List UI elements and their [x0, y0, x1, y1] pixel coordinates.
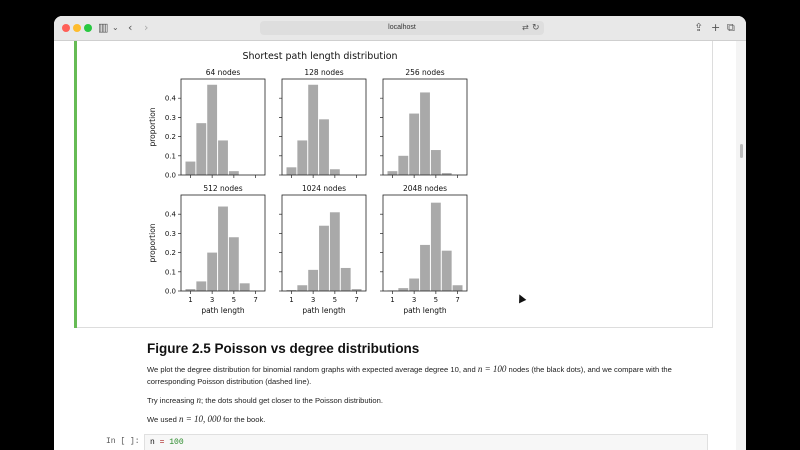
panel-1: [148, 68, 265, 180]
x-tick-label: 3: [209, 296, 215, 304]
bar: [420, 245, 430, 291]
panel-title: 1024 nodes: [301, 184, 347, 193]
math-n: n: [196, 395, 202, 405]
sidebar-icon[interactable]: ▥: [98, 21, 109, 34]
bar: [297, 285, 307, 291]
bar: [453, 285, 463, 291]
code-var: n: [150, 438, 155, 447]
bar: [431, 203, 441, 291]
panel-5: [279, 184, 366, 315]
bar: [229, 171, 239, 175]
figure-heading: Figure 2.5 Poisson vs degree distributions: [147, 341, 420, 356]
x-tick-label: 7: [455, 296, 460, 304]
bar: [442, 251, 452, 291]
bar: [207, 253, 217, 291]
panel-title: 64 nodes: [205, 68, 241, 77]
x-tick-label: 1: [188, 296, 193, 304]
y-tick-label: 0.2: [164, 133, 176, 142]
panel-title: 2048 nodes: [402, 184, 448, 193]
para3-text-a: We used: [147, 415, 179, 424]
bar: [420, 92, 430, 175]
scroll-track[interactable]: [736, 41, 746, 450]
new-tab-icon[interactable]: +: [711, 21, 721, 34]
x-axis-label: path length: [201, 306, 245, 315]
y-tick-label: 0.2: [164, 249, 176, 258]
bar: [229, 237, 239, 291]
bar: [409, 114, 419, 175]
x-tick-label: 5: [332, 296, 338, 304]
y-axis-label: proportion: [148, 107, 157, 147]
bar: [409, 279, 419, 291]
reload-icon[interactable]: ↻: [532, 23, 540, 33]
code-operator: =: [159, 438, 165, 447]
code-number: 100: [169, 438, 184, 447]
y-tick-label: 0.1: [164, 152, 176, 161]
x-axis-label: path length: [403, 306, 447, 315]
paragraph-intro: [147, 363, 707, 388]
paragraph-book: [147, 413, 707, 426]
back-icon[interactable]: ‹: [128, 21, 133, 34]
bar: [398, 156, 408, 175]
share-icon[interactable]: ⇪: [694, 21, 704, 34]
panel-3: [380, 68, 467, 178]
panel-title: 128 nodes: [304, 68, 344, 77]
paragraph-try: [147, 394, 707, 407]
bar: [287, 167, 297, 175]
y-tick-label: 0.4: [164, 210, 176, 219]
panel-title: 256 nodes: [405, 68, 445, 77]
bar: [398, 288, 408, 291]
shortest-path-chart: [54, 41, 746, 327]
bar: [330, 212, 340, 291]
bar: [308, 270, 318, 291]
x-tick-label: 5: [231, 296, 237, 304]
para1-text-a: We plot the degree distribution for binomial random graphs with expected average degree 10, and: [147, 365, 478, 374]
bar: [388, 171, 398, 175]
x-tick-label: 3: [411, 296, 417, 304]
para1-text-b: nodes (the black dots), and we compare with the corresponding Poisson distribution (dashed line).: [147, 365, 672, 386]
forward-icon[interactable]: ›: [144, 21, 149, 34]
panel-4: [148, 184, 265, 315]
chevron-down-icon[interactable]: ⌄: [112, 23, 119, 32]
browser-window: [54, 16, 746, 450]
x-tick-label: 3: [310, 296, 316, 304]
x-tick-label: 7: [253, 296, 258, 304]
bar: [297, 140, 307, 175]
bar: [319, 226, 329, 291]
bar: [240, 283, 250, 291]
y-tick-label: 0.3: [164, 229, 176, 238]
bar: [218, 207, 228, 291]
para3-text-b: for the book.: [221, 415, 266, 424]
y-tick-label: 0.1: [164, 268, 176, 277]
browser-toolbar: [54, 16, 746, 41]
para2-text-b: ; the dots should get closer to the Poisson distribution.: [201, 396, 383, 405]
cell-prompt: In [ ]:: [106, 437, 140, 446]
notebook-page: [54, 41, 746, 450]
code-line[interactable]: [150, 438, 184, 447]
code-cell[interactable]: [144, 434, 708, 450]
close-window-button[interactable]: [62, 24, 70, 32]
y-axis-label: proportion: [148, 223, 157, 263]
tabs-overview-icon[interactable]: ⧉: [727, 21, 735, 34]
chart-title: Shortest path length distribution: [242, 51, 398, 62]
bar: [207, 85, 217, 175]
y-tick-label: 0.3: [164, 113, 176, 122]
bar: [319, 119, 329, 175]
y-tick-label: 0.0: [164, 171, 176, 180]
panel-6: [380, 184, 467, 315]
bar: [341, 268, 351, 291]
math-n-10000: n = 10, 000: [178, 414, 222, 424]
zoom-window-button[interactable]: [84, 24, 92, 32]
scroll-thumb[interactable]: [740, 144, 743, 158]
x-tick-label: 1: [289, 296, 294, 304]
math-n-100: n = 100: [477, 364, 507, 374]
y-tick-label: 0.4: [164, 94, 176, 103]
bar: [218, 140, 228, 175]
y-tick-label: 0.0: [164, 287, 176, 296]
para2-text-a: Try increasing: [147, 396, 197, 405]
bar: [308, 85, 318, 175]
x-tick-label: 1: [390, 296, 395, 304]
bar: [330, 169, 340, 175]
translate-icon[interactable]: ⇄: [522, 23, 529, 32]
x-tick-label: 7: [354, 296, 359, 304]
panel-title: 512 nodes: [203, 184, 243, 193]
panel-2: [279, 68, 366, 178]
minimize-window-button[interactable]: [73, 24, 81, 32]
bar: [186, 162, 196, 175]
bar: [196, 123, 206, 175]
bar: [431, 150, 441, 175]
address-bar[interactable]: localhost: [260, 21, 544, 35]
x-axis-label: path length: [302, 306, 346, 315]
x-tick-label: 5: [433, 296, 439, 304]
bar: [196, 281, 206, 291]
